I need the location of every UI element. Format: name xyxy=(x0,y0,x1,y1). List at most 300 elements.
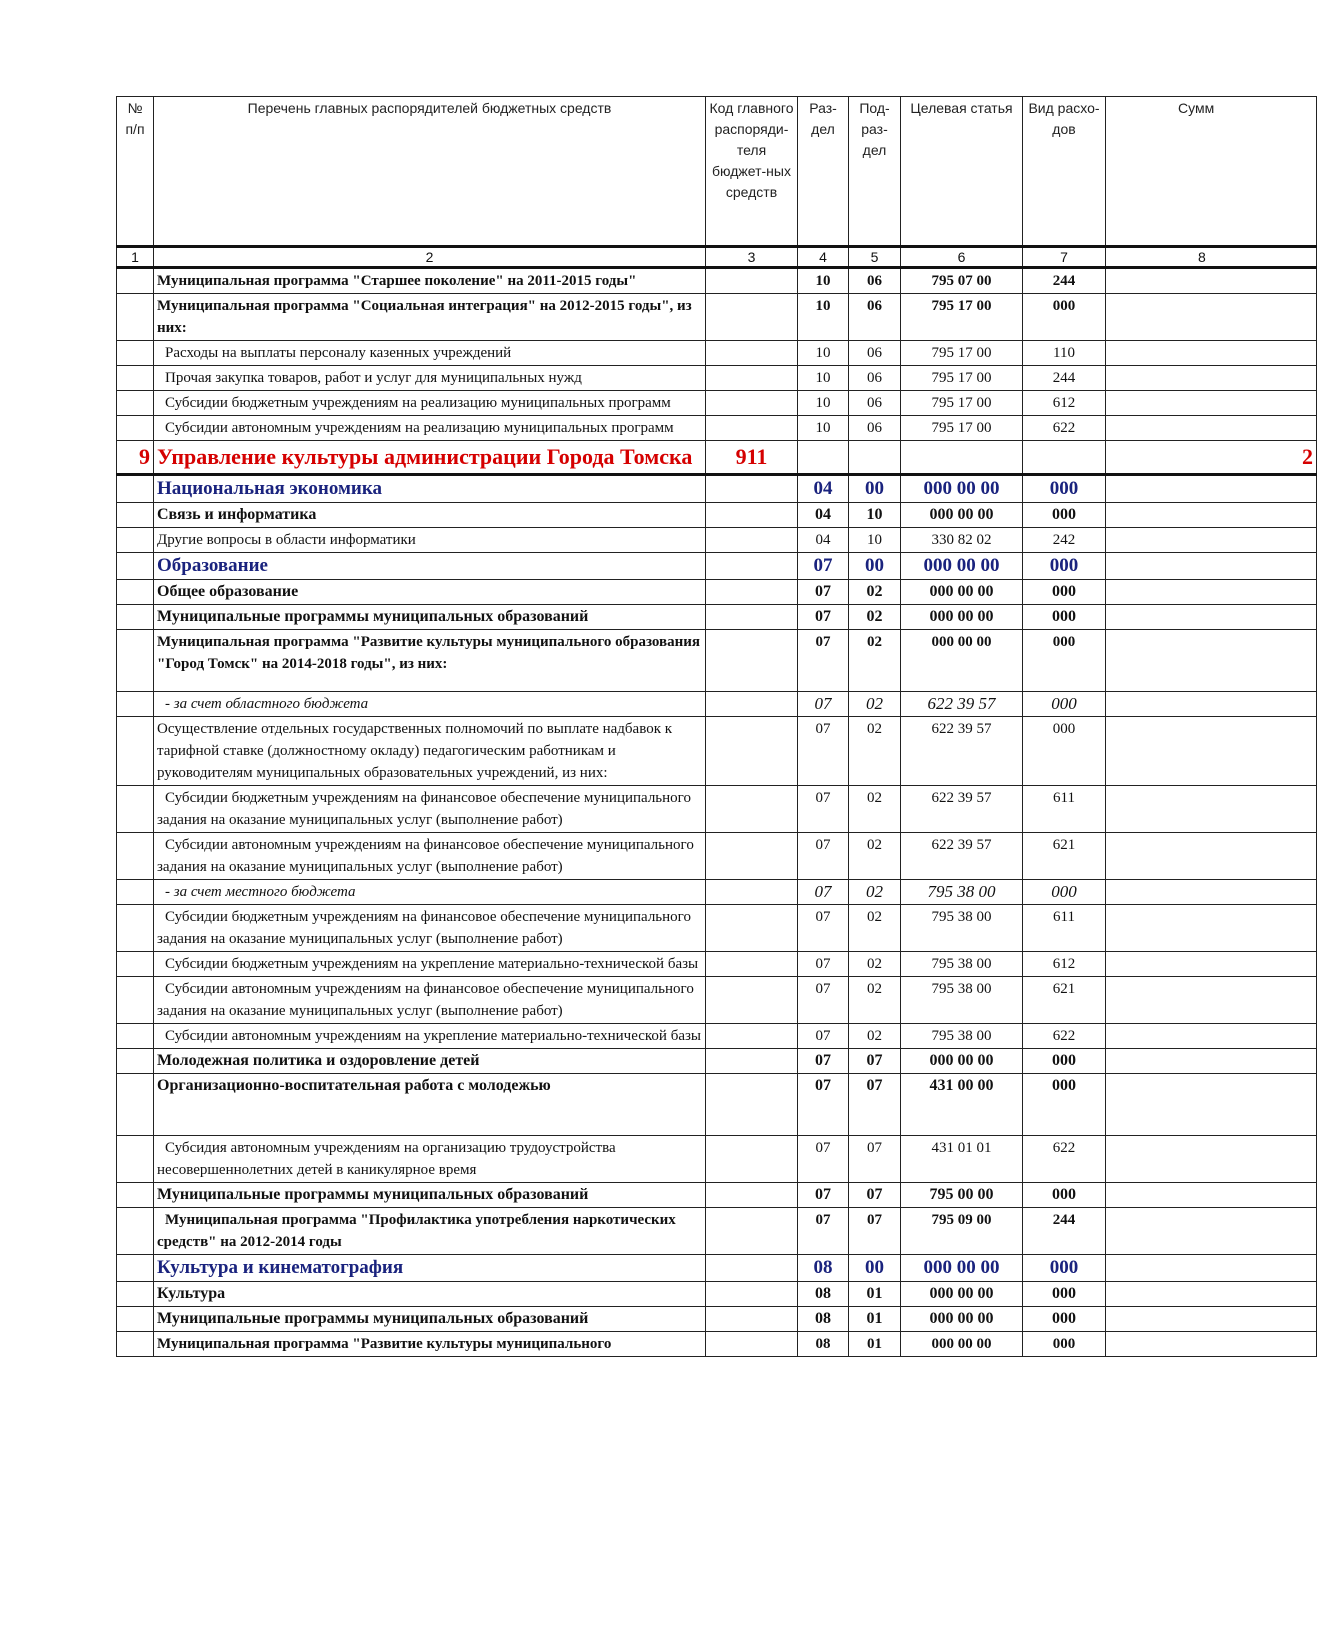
org-target xyxy=(901,441,1023,475)
cell-number xyxy=(117,1282,154,1307)
cell-number xyxy=(117,528,154,553)
cell-target: 000 00 00 xyxy=(901,1255,1023,1282)
cell-subsection: 00 xyxy=(849,553,901,580)
cell-code xyxy=(706,605,798,630)
cell-target: 000 00 00 xyxy=(901,580,1023,605)
cell-section: 08 xyxy=(798,1332,849,1357)
cell-code xyxy=(706,905,798,952)
cell-code xyxy=(706,786,798,833)
colnum-6: 6 xyxy=(901,247,1023,268)
cell-sum xyxy=(1106,717,1317,786)
cell-target: 622 39 57 xyxy=(901,717,1023,786)
cell-code xyxy=(706,341,798,366)
cell-target: 795 09 00 xyxy=(901,1208,1023,1255)
cell-code xyxy=(706,1307,798,1332)
cell-sum xyxy=(1106,905,1317,952)
cell-target: 795 38 00 xyxy=(901,952,1023,977)
cell-number xyxy=(117,294,154,341)
cell-name: Муниципальная программа "Профилактика употребления наркотических средств" на 2012-2014 годы xyxy=(154,1208,706,1255)
cell-section: 10 xyxy=(798,366,849,391)
cell-sum xyxy=(1106,294,1317,341)
table-row xyxy=(117,580,1317,605)
cell-name: Муниципальные программы муниципальных образований xyxy=(154,1307,706,1332)
cell-subsection: 06 xyxy=(849,391,901,416)
cell-code xyxy=(706,1282,798,1307)
colnum-2: 2 xyxy=(154,247,706,268)
cell-expense-type: 000 xyxy=(1023,1332,1106,1357)
cell-section: 07 xyxy=(798,553,849,580)
cell-name: Субсидии бюджетным учреждениям на реализацию муниципальных программ xyxy=(154,391,706,416)
cell-code xyxy=(706,717,798,786)
cell-name: Муниципальные программы муниципальных образований xyxy=(154,605,706,630)
cell-sum xyxy=(1106,1183,1317,1208)
cell-sum xyxy=(1106,977,1317,1024)
table-row xyxy=(117,503,1317,528)
cell-sum xyxy=(1106,1282,1317,1307)
cell-number xyxy=(117,786,154,833)
cell-section: 10 xyxy=(798,294,849,341)
cell-expense-type: 000 xyxy=(1023,580,1106,605)
cell-subsection: 10 xyxy=(849,503,901,528)
cell-subsection: 01 xyxy=(849,1332,901,1357)
cell-sum xyxy=(1106,391,1317,416)
cell-sum xyxy=(1106,1208,1317,1255)
cell-name: Общее образование xyxy=(154,580,706,605)
cell-name: Национальная экономика xyxy=(154,475,706,503)
org-code: 911 xyxy=(706,441,798,475)
cell-name: Субсидии автономным учреждениям на укрепление материально-технической базы xyxy=(154,1024,706,1049)
cell-target: 000 00 00 xyxy=(901,1282,1023,1307)
cell-expense-type: 000 xyxy=(1023,1255,1106,1282)
table-row xyxy=(117,1183,1317,1208)
cell-name: Другие вопросы в области информатики xyxy=(154,528,706,553)
cell-subsection: 02 xyxy=(849,977,901,1024)
cell-subsection: 07 xyxy=(849,1049,901,1074)
cell-name: Муниципальные программы муниципальных образований xyxy=(154,1183,706,1208)
cell-subsection: 02 xyxy=(849,905,901,952)
cell-target: 000 00 00 xyxy=(901,553,1023,580)
cell-expense-type: 612 xyxy=(1023,952,1106,977)
cell-section: 08 xyxy=(798,1307,849,1332)
cell-subsection: 06 xyxy=(849,366,901,391)
cell-expense-type: 000 xyxy=(1023,692,1106,717)
cell-section: 10 xyxy=(798,268,849,294)
cell-expense-type: 000 xyxy=(1023,1183,1106,1208)
cell-code xyxy=(706,833,798,880)
cell-target: 795 07 00 xyxy=(901,268,1023,294)
cell-section: 07 xyxy=(798,692,849,717)
cell-subsection: 00 xyxy=(849,1255,901,1282)
header-col-code: Код главного распоряди-теля бюджет-ных средств xyxy=(706,97,798,247)
cell-section: 07 xyxy=(798,786,849,833)
cell-section: 07 xyxy=(798,1208,849,1255)
cell-target: 431 00 00 xyxy=(901,1074,1023,1136)
cell-code xyxy=(706,416,798,441)
org-subsection xyxy=(849,441,901,475)
cell-section: 07 xyxy=(798,580,849,605)
cell-section: 07 xyxy=(798,1136,849,1183)
cell-name: - за счет областного бюджета xyxy=(154,692,706,717)
cell-expense-type: 000 xyxy=(1023,1282,1106,1307)
cell-number xyxy=(117,952,154,977)
cell-name: Муниципальная программа "Социальная интеграция" на 2012-2015 годы", из них: xyxy=(154,294,706,341)
cell-sum xyxy=(1106,692,1317,717)
cell-name: Субсидии автономным учреждениям на финансовое обеспечение муниципального задания на оказание муниципальных услуг (выполнение работ) xyxy=(154,977,706,1024)
cell-target: 795 17 00 xyxy=(901,391,1023,416)
cell-number xyxy=(117,416,154,441)
cell-target: 795 38 00 xyxy=(901,905,1023,952)
cell-sum xyxy=(1106,1255,1317,1282)
cell-sum xyxy=(1106,580,1317,605)
cell-number xyxy=(117,580,154,605)
cell-code xyxy=(706,503,798,528)
table-row xyxy=(117,341,1317,366)
org-number: 9 xyxy=(117,441,154,475)
cell-number xyxy=(117,717,154,786)
cell-code xyxy=(706,977,798,1024)
cell-expense-type: 244 xyxy=(1023,366,1106,391)
table-row xyxy=(117,833,1317,880)
header-col-number: № п/п xyxy=(117,97,154,247)
cell-expense-type: 244 xyxy=(1023,268,1106,294)
cell-number xyxy=(117,1332,154,1357)
cell-name: Муниципальная программа "Старшее поколение" на 2011-2015 годы" xyxy=(154,268,706,294)
table-row xyxy=(117,1282,1317,1307)
cell-code xyxy=(706,630,798,692)
colnum-4: 4 xyxy=(798,247,849,268)
cell-code xyxy=(706,880,798,905)
cell-subsection: 07 xyxy=(849,1208,901,1255)
table-row xyxy=(117,366,1317,391)
cell-number xyxy=(117,1307,154,1332)
table-row xyxy=(117,692,1317,717)
cell-name: Субсидии автономным учреждениям на финансовое обеспечение муниципального задания на оказание муниципальных услуг (выполнение работ) xyxy=(154,833,706,880)
cell-expense-type: 000 xyxy=(1023,717,1106,786)
cell-subsection: 10 xyxy=(849,528,901,553)
cell-target: 000 00 00 xyxy=(901,1332,1023,1357)
cell-subsection: 06 xyxy=(849,341,901,366)
cell-name: Связь и информатика xyxy=(154,503,706,528)
table-row xyxy=(117,605,1317,630)
cell-code xyxy=(706,366,798,391)
header-col-sum: Сумм xyxy=(1106,97,1317,247)
table-row xyxy=(117,475,1317,503)
cell-section: 10 xyxy=(798,341,849,366)
table-row xyxy=(117,528,1317,553)
cell-section: 10 xyxy=(798,416,849,441)
cell-number xyxy=(117,341,154,366)
cell-number xyxy=(117,1255,154,1282)
table-row xyxy=(117,630,1317,692)
table-row xyxy=(117,268,1317,294)
cell-expense-type: 621 xyxy=(1023,977,1106,1024)
cell-sum xyxy=(1106,341,1317,366)
cell-sum xyxy=(1106,880,1317,905)
header-col-expense-type: Вид расхо-дов xyxy=(1023,97,1106,247)
cell-expense-type: 622 xyxy=(1023,1024,1106,1049)
cell-subsection: 02 xyxy=(849,1024,901,1049)
table-row xyxy=(117,786,1317,833)
cell-section: 08 xyxy=(798,1255,849,1282)
cell-code xyxy=(706,528,798,553)
cell-expense-type: 000 xyxy=(1023,630,1106,692)
cell-target: 795 17 00 xyxy=(901,294,1023,341)
cell-number xyxy=(117,1049,154,1074)
cell-code xyxy=(706,294,798,341)
cell-name: Субсидии автономным учреждениям на реализацию муниципальных программ xyxy=(154,416,706,441)
cell-name: Образование xyxy=(154,553,706,580)
cell-name: Организационно-воспитательная работа с молодежью xyxy=(154,1074,706,1136)
cell-expense-type: 000 xyxy=(1023,553,1106,580)
cell-target: 000 00 00 xyxy=(901,503,1023,528)
cell-name: Субсидии бюджетным учреждениям на финансовое обеспечение муниципального задания на оказание муниципальных услуг (выполнение работ) xyxy=(154,905,706,952)
cell-sum xyxy=(1106,1332,1317,1357)
cell-code xyxy=(706,391,798,416)
table-row xyxy=(117,1208,1317,1255)
cell-number xyxy=(117,1074,154,1136)
cell-subsection: 02 xyxy=(849,580,901,605)
table-row xyxy=(117,416,1317,441)
cell-number xyxy=(117,366,154,391)
cell-name: Муниципальная программа "Развитие культуры муниципального xyxy=(154,1332,706,1357)
table-row xyxy=(117,1307,1317,1332)
cell-number xyxy=(117,1208,154,1255)
cell-code xyxy=(706,553,798,580)
header-col-subsection: Под-раз-дел xyxy=(849,97,901,247)
cell-number xyxy=(117,630,154,692)
cell-target: 330 82 02 xyxy=(901,528,1023,553)
cell-sum xyxy=(1106,528,1317,553)
colnum-8: 8 xyxy=(1106,247,1317,268)
cell-sum xyxy=(1106,952,1317,977)
cell-section: 07 xyxy=(798,952,849,977)
cell-sum xyxy=(1106,786,1317,833)
header-col-target: Целевая статья xyxy=(901,97,1023,247)
cell-section: 07 xyxy=(798,1074,849,1136)
cell-target: 795 17 00 xyxy=(901,366,1023,391)
cell-section: 07 xyxy=(798,1183,849,1208)
cell-sum xyxy=(1106,1074,1317,1136)
org-section xyxy=(798,441,849,475)
cell-code xyxy=(706,692,798,717)
table-row xyxy=(117,1074,1317,1136)
cell-sum xyxy=(1106,630,1317,692)
cell-expense-type: 611 xyxy=(1023,905,1106,952)
cell-section: 07 xyxy=(798,880,849,905)
cell-subsection: 02 xyxy=(849,605,901,630)
cell-target: 622 39 57 xyxy=(901,692,1023,717)
cell-code xyxy=(706,952,798,977)
cell-name: Муниципальная программа "Развитие культуры муниципального образования "Город Томск" на 2014-2018 годы", из них: xyxy=(154,630,706,692)
org-row xyxy=(117,441,1317,475)
cell-section: 07 xyxy=(798,717,849,786)
cell-expense-type: 000 xyxy=(1023,1074,1106,1136)
cell-sum xyxy=(1106,605,1317,630)
cell-sum xyxy=(1106,416,1317,441)
cell-section: 08 xyxy=(798,1282,849,1307)
cell-target: 795 38 00 xyxy=(901,1024,1023,1049)
cell-expense-type: 000 xyxy=(1023,1307,1106,1332)
cell-section: 07 xyxy=(798,630,849,692)
cell-name: Культура xyxy=(154,1282,706,1307)
cell-number xyxy=(117,1136,154,1183)
cell-target: 622 39 57 xyxy=(901,833,1023,880)
cell-expense-type: 244 xyxy=(1023,1208,1106,1255)
cell-section: 04 xyxy=(798,528,849,553)
table-row xyxy=(117,294,1317,341)
budget-table-sheet xyxy=(116,96,1313,1357)
cell-target: 000 00 00 xyxy=(901,1049,1023,1074)
cell-number xyxy=(117,1183,154,1208)
table-row xyxy=(117,977,1317,1024)
cell-expense-type: 611 xyxy=(1023,786,1106,833)
cell-code xyxy=(706,1332,798,1357)
cell-code xyxy=(706,1255,798,1282)
header-col-section: Раз-дел xyxy=(798,97,849,247)
cell-name: Прочая закупка товаров, работ и услуг для муниципальных нужд xyxy=(154,366,706,391)
header-col-name: Перечень главных распорядителей бюджетных средств xyxy=(154,97,706,247)
cell-expense-type: 621 xyxy=(1023,833,1106,880)
cell-code xyxy=(706,1049,798,1074)
cell-number xyxy=(117,1024,154,1049)
cell-sum xyxy=(1106,503,1317,528)
cell-section: 07 xyxy=(798,977,849,1024)
cell-expense-type: 622 xyxy=(1023,416,1106,441)
cell-target: 795 17 00 xyxy=(901,341,1023,366)
cell-sum xyxy=(1106,366,1317,391)
cell-subsection: 02 xyxy=(849,717,901,786)
cell-code xyxy=(706,1136,798,1183)
cell-number xyxy=(117,503,154,528)
cell-subsection: 07 xyxy=(849,1074,901,1136)
table-row xyxy=(117,1255,1317,1282)
cell-number xyxy=(117,880,154,905)
cell-section: 07 xyxy=(798,1049,849,1074)
cell-sum xyxy=(1106,553,1317,580)
cell-code xyxy=(706,1183,798,1208)
budget-table xyxy=(116,96,1317,1357)
cell-target: 000 00 00 xyxy=(901,605,1023,630)
cell-sum xyxy=(1106,475,1317,503)
cell-sum xyxy=(1106,268,1317,294)
cell-expense-type: 000 xyxy=(1023,294,1106,341)
cell-expense-type: 000 xyxy=(1023,1049,1106,1074)
cell-target: 622 39 57 xyxy=(901,786,1023,833)
cell-name: Субсидии бюджетным учреждениям на укрепление материально-технической базы xyxy=(154,952,706,977)
cell-subsection: 02 xyxy=(849,786,901,833)
cell-expense-type: 612 xyxy=(1023,391,1106,416)
cell-subsection: 00 xyxy=(849,475,901,503)
cell-section: 04 xyxy=(798,475,849,503)
org-sum: 2 xyxy=(1106,441,1317,475)
colnum-7: 7 xyxy=(1023,247,1106,268)
cell-target: 795 38 00 xyxy=(901,977,1023,1024)
cell-expense-type: 000 xyxy=(1023,475,1106,503)
cell-section: 07 xyxy=(798,1024,849,1049)
cell-number xyxy=(117,833,154,880)
cell-section: 04 xyxy=(798,503,849,528)
cell-code xyxy=(706,1208,798,1255)
cell-number xyxy=(117,977,154,1024)
cell-section: 10 xyxy=(798,391,849,416)
cell-code xyxy=(706,1074,798,1136)
cell-expense-type: 622 xyxy=(1023,1136,1106,1183)
org-name: Управление культуры администрации Города Томска xyxy=(154,441,706,475)
cell-code xyxy=(706,1024,798,1049)
cell-subsection: 02 xyxy=(849,952,901,977)
table-row xyxy=(117,1049,1317,1074)
cell-code xyxy=(706,268,798,294)
column-number-row xyxy=(117,247,1317,268)
table-row xyxy=(117,952,1317,977)
cell-target: 000 00 00 xyxy=(901,1307,1023,1332)
cell-subsection: 02 xyxy=(849,692,901,717)
cell-name: - за счет местного бюджета xyxy=(154,880,706,905)
cell-number xyxy=(117,605,154,630)
cell-subsection: 02 xyxy=(849,880,901,905)
table-row xyxy=(117,880,1317,905)
cell-expense-type: 000 xyxy=(1023,503,1106,528)
cell-sum xyxy=(1106,1049,1317,1074)
cell-subsection: 06 xyxy=(849,416,901,441)
cell-target: 431 01 01 xyxy=(901,1136,1023,1183)
cell-section: 07 xyxy=(798,833,849,880)
table-row xyxy=(117,553,1317,580)
cell-code xyxy=(706,475,798,503)
cell-sum xyxy=(1106,1024,1317,1049)
cell-name: Осуществление отдельных государственных полномочий по выплате надбавок к тарифной ставке (должностному окладу) педагогическим работникам и руководителям муниципальных образовательных учреждений, из них: xyxy=(154,717,706,786)
cell-target: 000 00 00 xyxy=(901,630,1023,692)
cell-subsection: 02 xyxy=(849,630,901,692)
cell-name: Молодежная политика и оздоровление детей xyxy=(154,1049,706,1074)
cell-expense-type: 000 xyxy=(1023,880,1106,905)
cell-target: 795 38 00 xyxy=(901,880,1023,905)
table-header-row xyxy=(117,97,1317,247)
cell-target: 000 00 00 xyxy=(901,475,1023,503)
cell-number xyxy=(117,905,154,952)
colnum-3: 3 xyxy=(706,247,798,268)
cell-subsection: 01 xyxy=(849,1307,901,1332)
cell-expense-type: 000 xyxy=(1023,605,1106,630)
cell-number xyxy=(117,553,154,580)
cell-name: Субсидии бюджетным учреждениям на финансовое обеспечение муниципального задания на оказание муниципальных услуг (выполнение работ) xyxy=(154,786,706,833)
cell-subsection: 07 xyxy=(849,1183,901,1208)
colnum-1: 1 xyxy=(117,247,154,268)
cell-subsection: 06 xyxy=(849,294,901,341)
cell-sum xyxy=(1106,1307,1317,1332)
cell-number xyxy=(117,475,154,503)
cell-number xyxy=(117,692,154,717)
cell-expense-type: 110 xyxy=(1023,341,1106,366)
colnum-5: 5 xyxy=(849,247,901,268)
cell-section: 07 xyxy=(798,605,849,630)
cell-name: Расходы на выплаты персоналу казенных учреждений xyxy=(154,341,706,366)
cell-expense-type: 242 xyxy=(1023,528,1106,553)
table-row xyxy=(117,905,1317,952)
cell-sum xyxy=(1106,1136,1317,1183)
cell-sum xyxy=(1106,833,1317,880)
cell-number xyxy=(117,268,154,294)
table-row xyxy=(117,717,1317,786)
cell-subsection: 01 xyxy=(849,1282,901,1307)
cell-number xyxy=(117,391,154,416)
table-row xyxy=(117,1332,1317,1357)
table-row xyxy=(117,391,1317,416)
cell-name: Субсидия автономным учреждениям на организацию трудоустройства несовершеннолетних детей в каникулярное время xyxy=(154,1136,706,1183)
cell-subsection: 06 xyxy=(849,268,901,294)
cell-subsection: 07 xyxy=(849,1136,901,1183)
cell-target: 795 00 00 xyxy=(901,1183,1023,1208)
